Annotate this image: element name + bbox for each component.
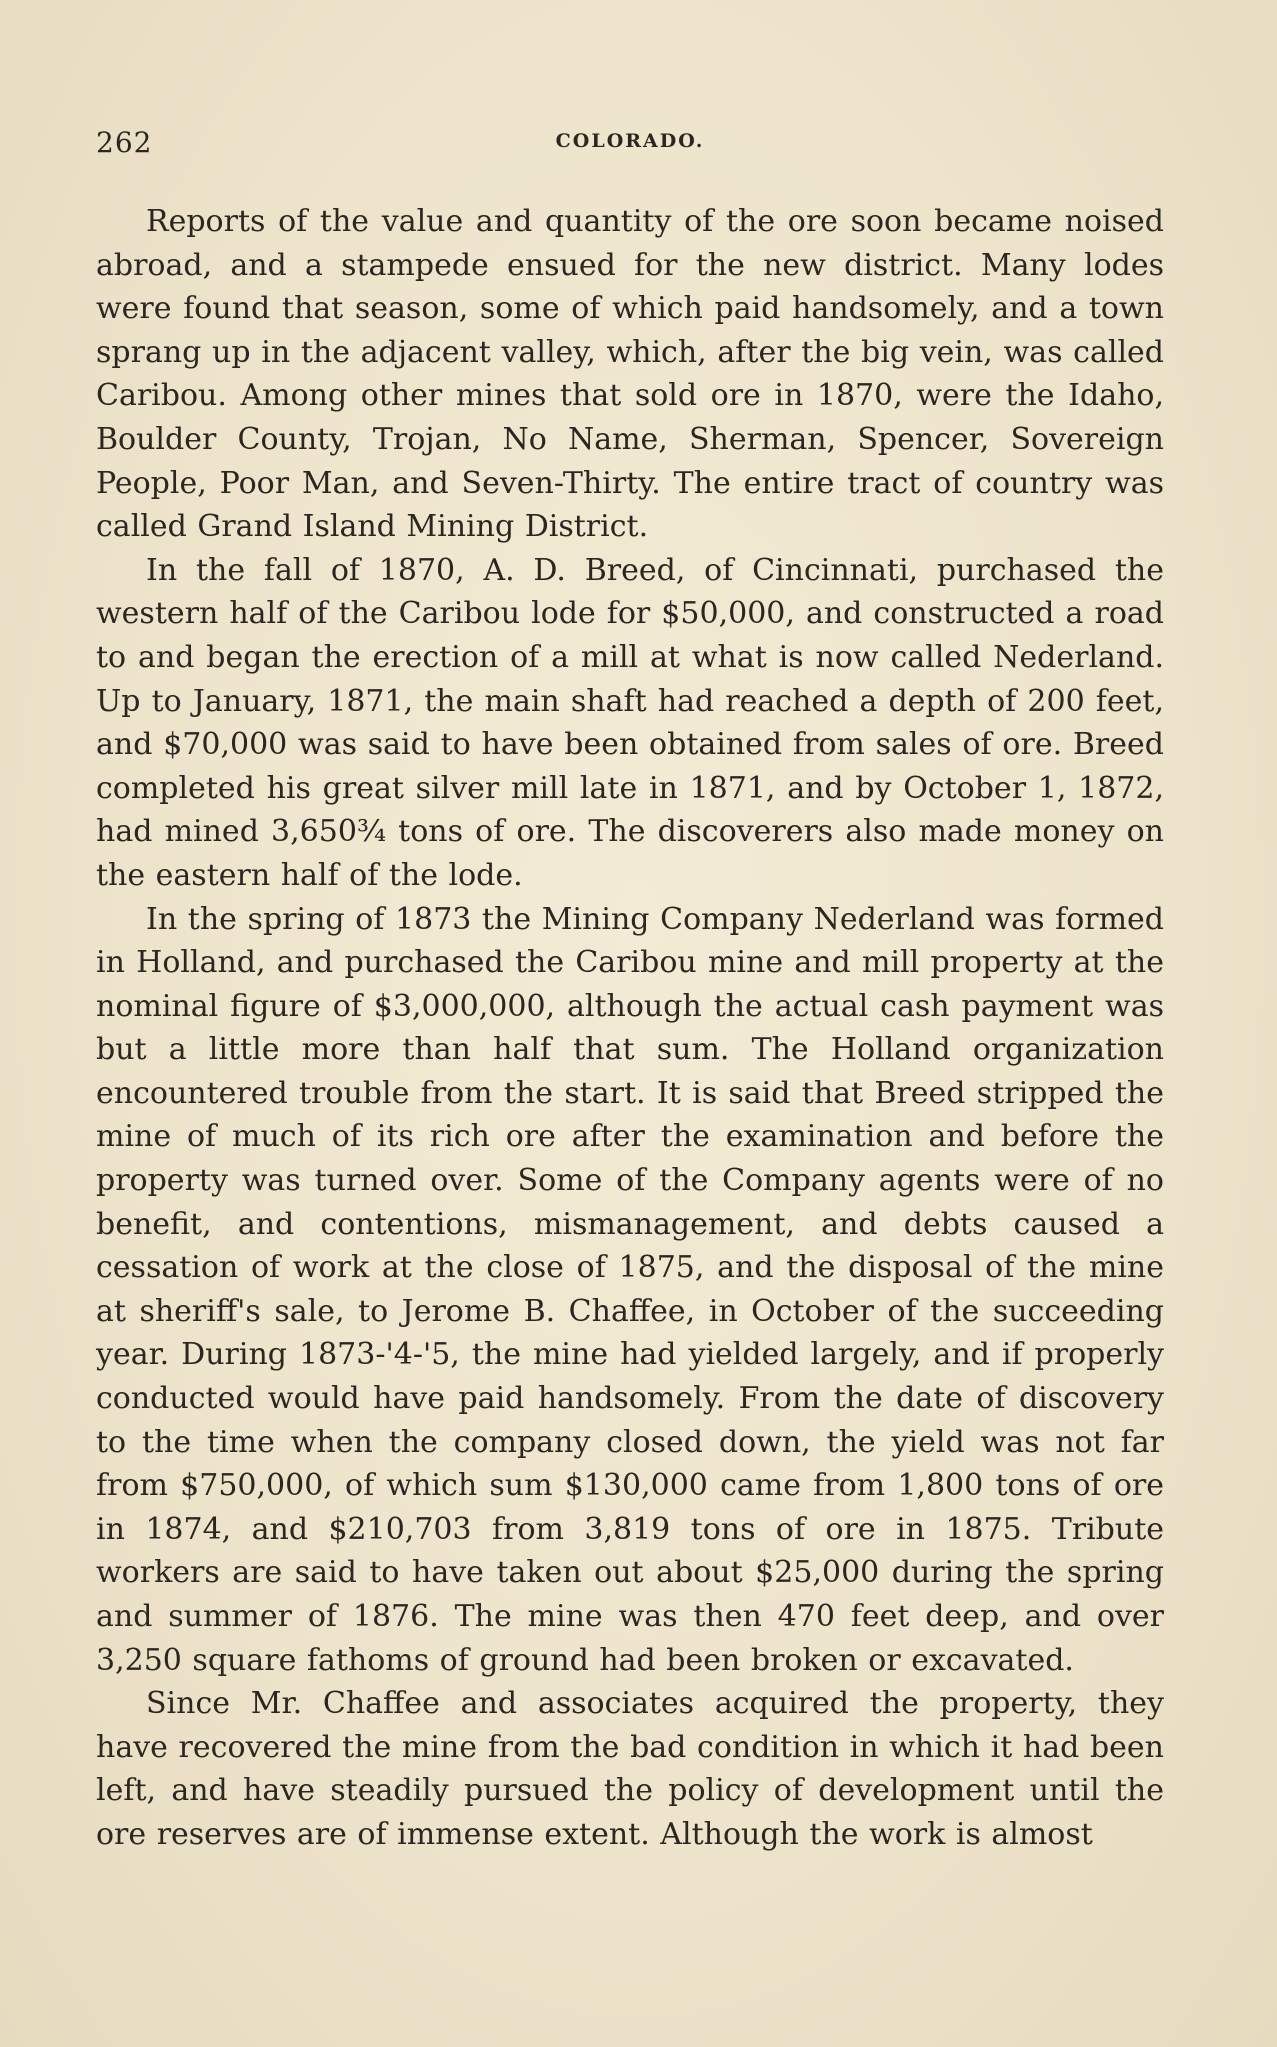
paragraph-4: Since Mr. Chaffee and associates acquired the property, they have recovered the mine from the bad condition in which it had been left, and have steadily pursued the policy of development until the ore reserves are of immense extent. Although the work is almost xyxy=(96,1686,1164,1852)
page-number: 262 xyxy=(96,126,153,159)
paragraph-3: In the spring of 1873 the Mining Company Nederland was formed in Holland, and purchased the Caribou mine and mill property at the nominal figure of $3,000,000, although the actual cash payment was but a little more than half that sum. The Holland organization encountered trouble from the start. It is said that Breed stripped the mine of much of its rich ore after the examination and before the property was turned over. Some of the Company agents were of no benefit, and contentions, mismanagement, and debts caused a cessation of work at the close of 1875, and the disposal of the mine at sheriff's sale, to Jerome B. Chaffee, in October of the succeeding year. During 1873-'4-'5, the mine had yielded largely, and if properly conducted would have paid handsomely. From the date of discovery to the time when the company closed down, the yield was not far from $750,000, of which sum $130,000 came from 1,800 tons of ore in 1874, and $210,703 from 3,819 tons of ore in 1875. Tribute workers are said to have taken out about $25,000 during the spring and summer of 1876. The mine was then 470 feet deep, and over 3,250 square fathoms of ground had been broken or excavated. xyxy=(96,901,1164,1678)
running-head: COLORADO. xyxy=(555,130,705,152)
page-header xyxy=(96,126,1164,166)
paragraph-1: Reports of the value and quantity of the ore soon became noised abroad, and a stampede ensued for the new district. Many lodes were found that season, some of which paid handsomely, and a town sprang up in the adjacent valley, which, after the big vein, was called Caribou. Among other mines that sold ore in 1870, were the Idaho, Boulder County, Trojan, No Name, Sherman, Spencer, Sovereign People, Poor Man, and Seven-Thirty. The entire tract of country was called Grand Island Mining District. xyxy=(96,204,1164,545)
paragraph-2: In the fall of 1870, A. D. Breed, of Cincinnati, purchased the western half of the Caribou lode for $50,000, and constructed a road to and began the erection of a mill at what is now called Nederland. Up to January, 1871, the main shaft had reached a depth of 200 feet, and $70,000 was said to have been obtained from sales of ore. Breed completed his great silver mill late in 1871, and by October 1, 1872, had mined 3,650¾ tons of ore. The discoverers also made money on the eastern half of the lode. xyxy=(96,552,1164,893)
body-text xyxy=(96,200,1164,1857)
